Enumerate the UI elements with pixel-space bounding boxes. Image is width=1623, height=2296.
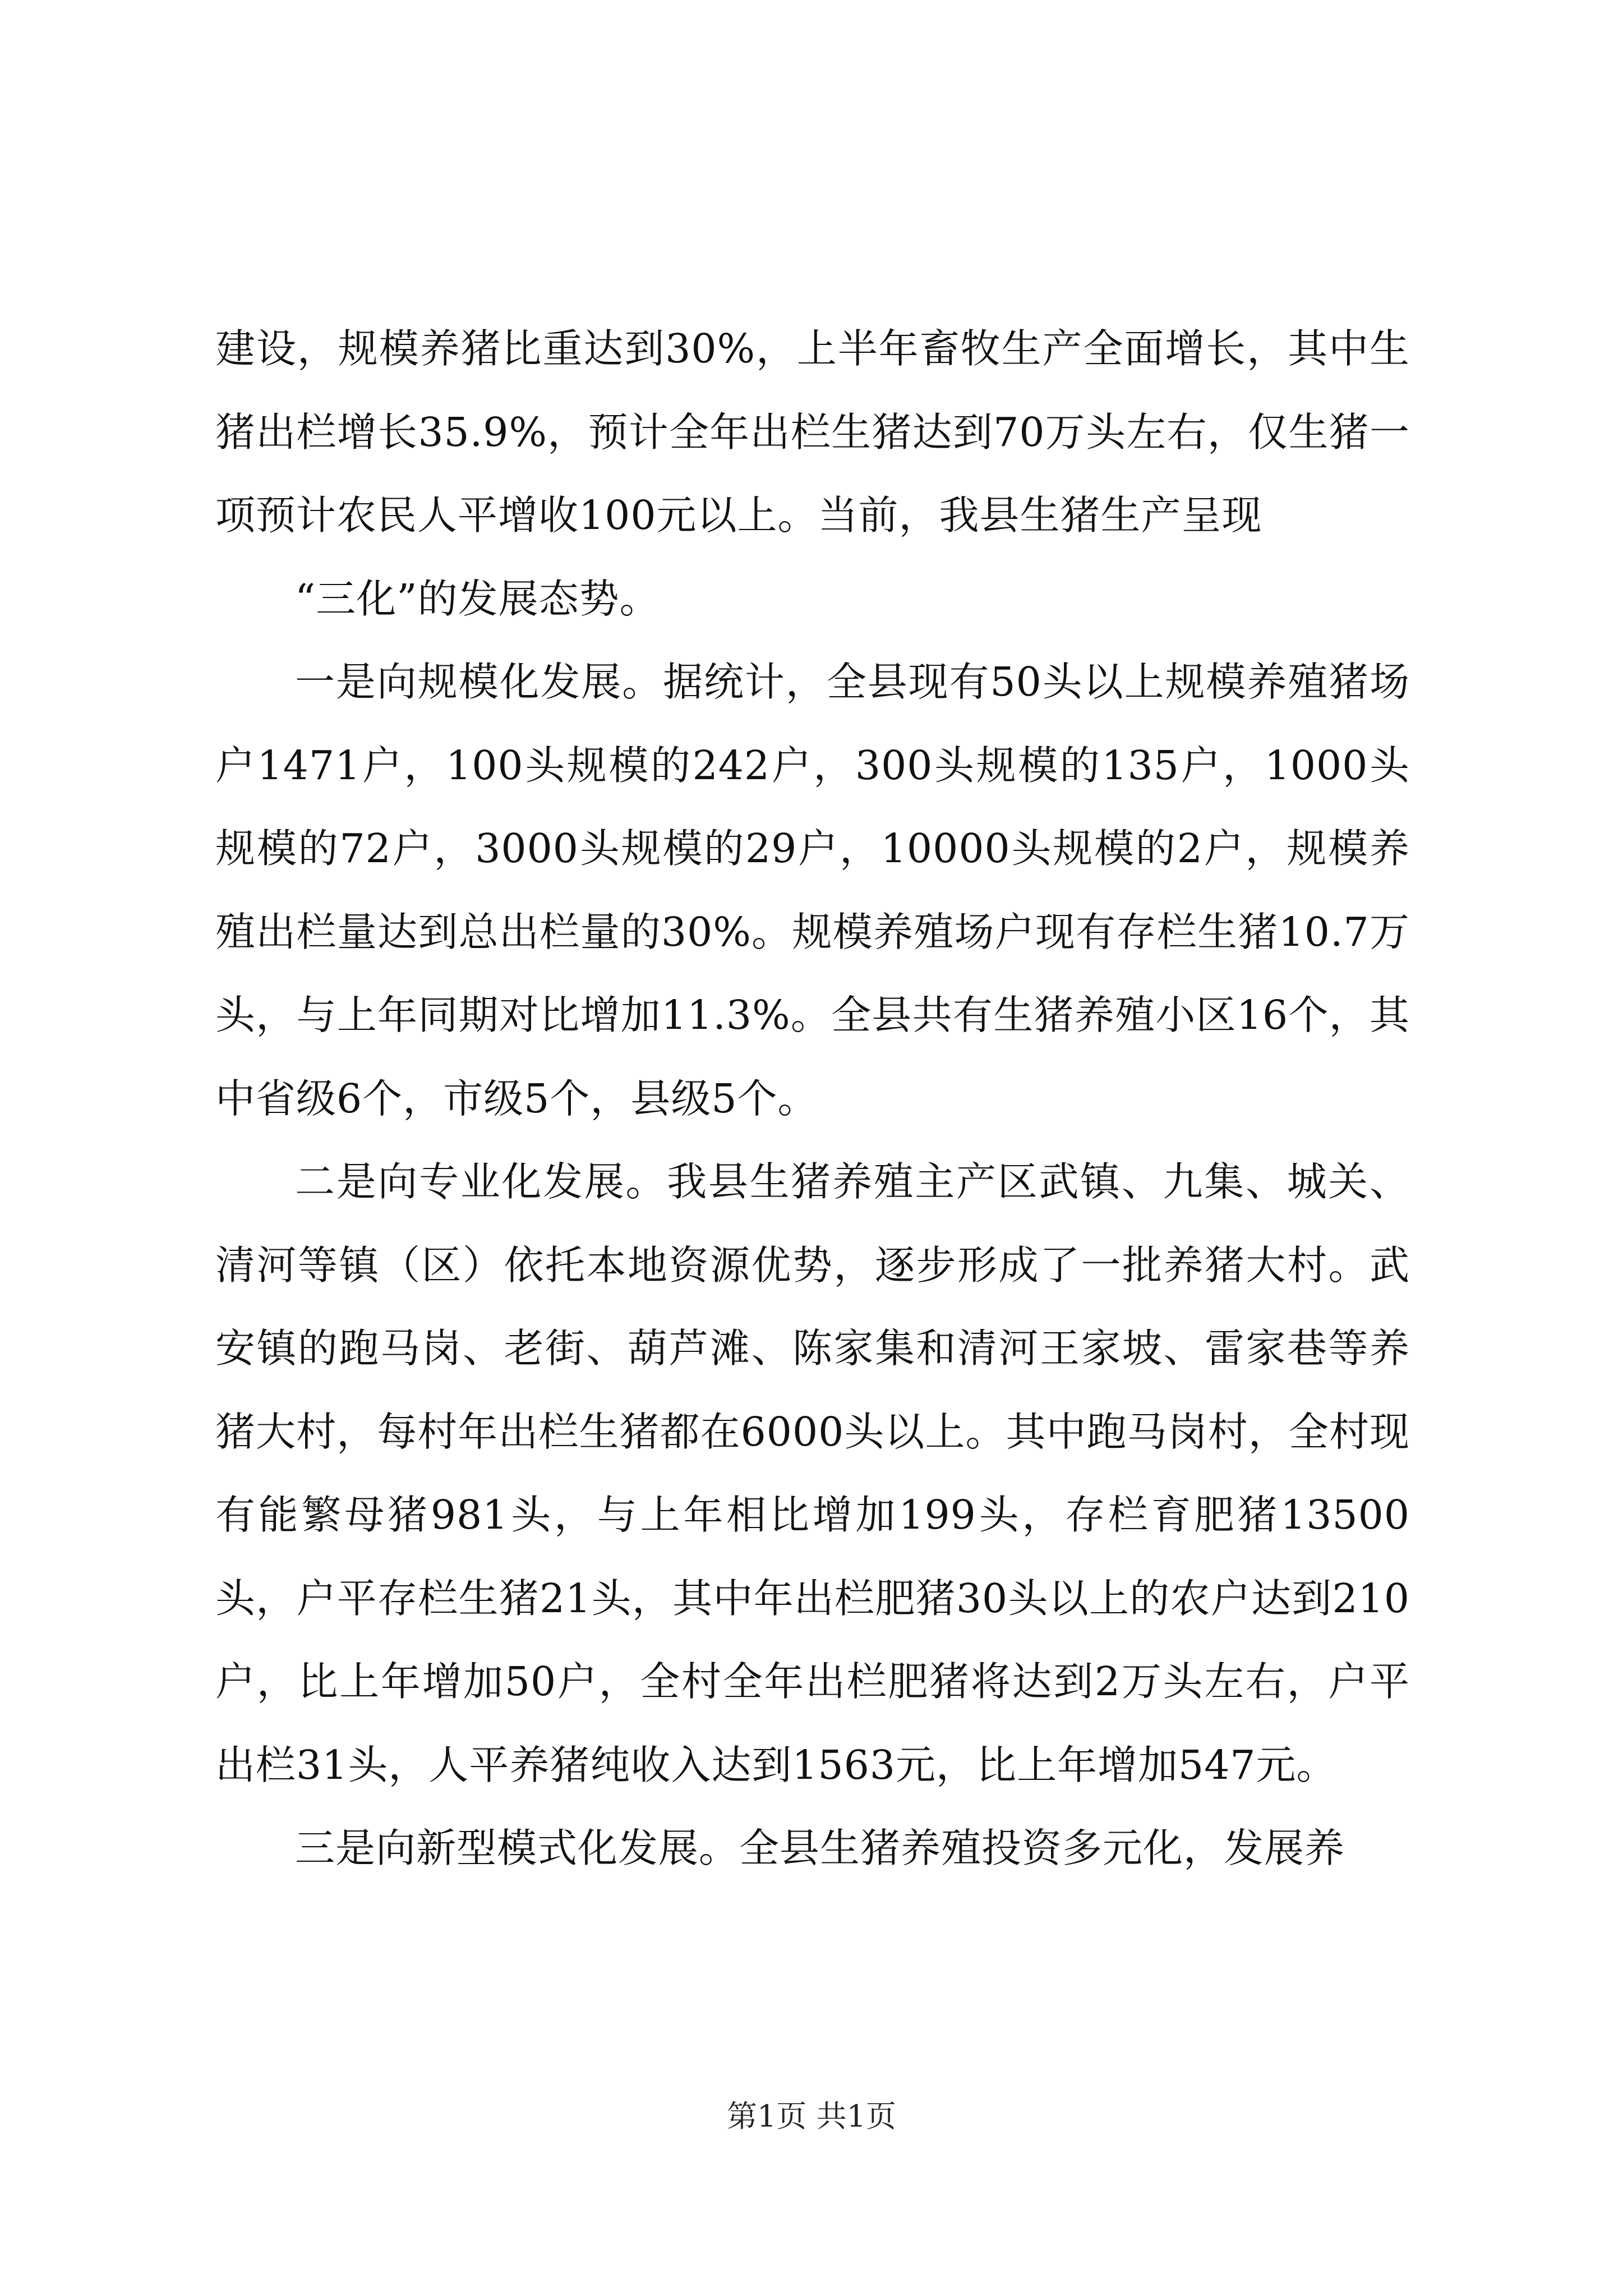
paragraph-three-trends: “三化”的发展态势。 — [295, 575, 660, 622]
paragraph-new-model: 三是向新型模式化发展。全县生猪养殖投资多元化，发展养 — [295, 1825, 1345, 1871]
page-number-footer: 第1页 共1页 — [727, 2099, 896, 2134]
paragraph-continuation: 建设，规模养猪比重达到30%，上半年畜牧生产全面增长，其中生猪出栏增长35.9%，预计全年出栏生猪达到70万头左右，仅生猪一项预计农民人平增收100元以上。当前，我县生猪生产呈现 — [215, 325, 1410, 539]
document-body — [215, 307, 1410, 1890]
paragraph-specialization: 二是向专业化发展。我县生猪养殖主产区武镇、九集、城关、清河等镇（区）依托本地资源优势，逐步形成了一批养猪大村。武安镇的跑马岗、老街、葫芦滩、陈家集和清河王家坡、雷家巷等养猪大村，每村年出栏生猪都在6000头以上。其中跑马岗村，全村现有能繁母猪981头，与上年相比增加199头，存栏育肥猪13500头，户平存栏生猪21头，其中年出栏肥猪30头以上的农户达到210户，比上年增加50户，全村全年出栏肥猪将达到2万头左右，户平出栏31头，人平养猪纯收入达到1563元，比上年增加547元。 — [215, 1158, 1410, 1788]
paragraph-scale-development: 一是向规模化发展。据统计，全县现有50头以上规模养殖猪场户1471户，100头规模的242户，300头规模的135户，1000头规模的72户，3000头规模的29户，10000头规模的2户，规模养殖出栏量达到总出栏量的30%。规模养殖场户现有存栏生猪10.7万头，与上年同期对比增加11.3%。全县共有生猪养殖小区16个，其中省级6个，市级5个，县级5个。 — [215, 659, 1410, 1122]
